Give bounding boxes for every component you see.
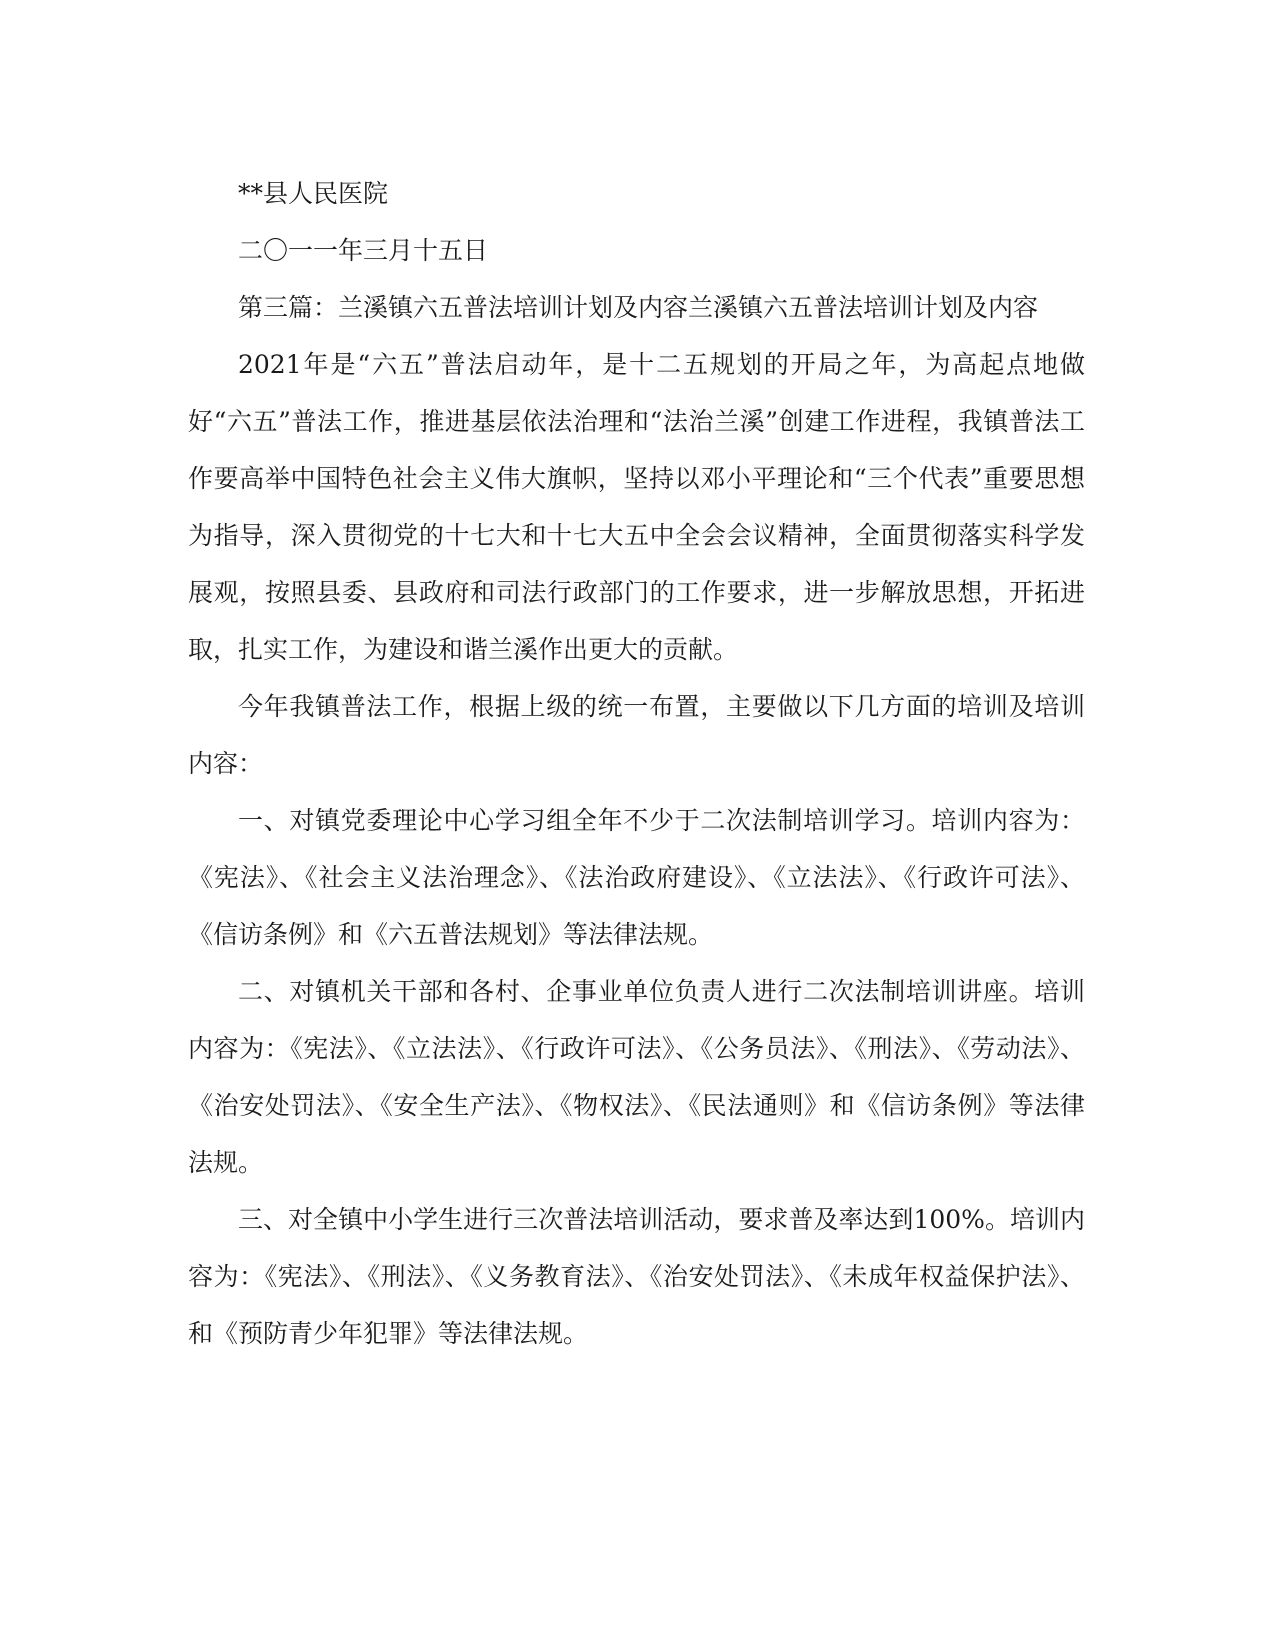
document-body	[188, 165, 1085, 1362]
paragraph-item-3: 三、对全镇中小学生进行三次普法培训活动，要求普及率达到100%。培训内容为：《宪法》、《刑法》、《义务教育法》、《治安处罚法》、《未成年权益保护法》、和《预防青少年犯罪》等法律法规。	[188, 1205, 1085, 1348]
paragraph-item-2: 二、对镇机关干部和各村、企事业单位负责人进行二次法制培训讲座。培训内容为：《宪法》、《立法法》、《行政许可法》、《公务员法》、《刑法》、《劳动法》、《治安处罚法》、《安全生产法》、《物权法》、《民法通则》和《信访条例》等法律法规。	[188, 977, 1085, 1177]
paragraph-item-1: 一、对镇党委理论中心学习组全年不少于二次法制培训学习。培训内容为：《宪法》、《社会主义法治理念》、《法治政府建设》、《立法法》、《行政许可法》、《信访条例》和《六五普法规划》等法律法规。	[188, 806, 1085, 949]
paragraph-intro: 2021年是“六五”普法启动年，是十二五规划的开局之年，为高起点地做好“六五”普法工作，推进基层依法治理和“法治兰溪”创建工作进程，我镇普法工作要高举中国特色社会主义伟大旗帜，坚持以邓小平理论和“三个代表”重要思想为指导，深入贯彻党的十七大和十七大五中全会会议精神，全面贯彻落实科学发展观，按照县委、县政府和司法行政部门的工作要求，进一步解放思想，开拓进取，扎实工作，为建设和谐兰溪作出更大的贡献。	[188, 350, 1085, 664]
section-heading: 第三篇：兰溪镇六五普法培训计划及内容兰溪镇六五普法培训计划及内容	[238, 293, 1039, 322]
paragraph-overview: 今年我镇普法工作，根据上级的统一布置，主要做以下几方面的培训及培训内容：	[188, 692, 1085, 778]
signature-date: 二〇一一年三月十五日	[238, 236, 489, 265]
signature-organization: **县人民医院	[238, 179, 389, 208]
